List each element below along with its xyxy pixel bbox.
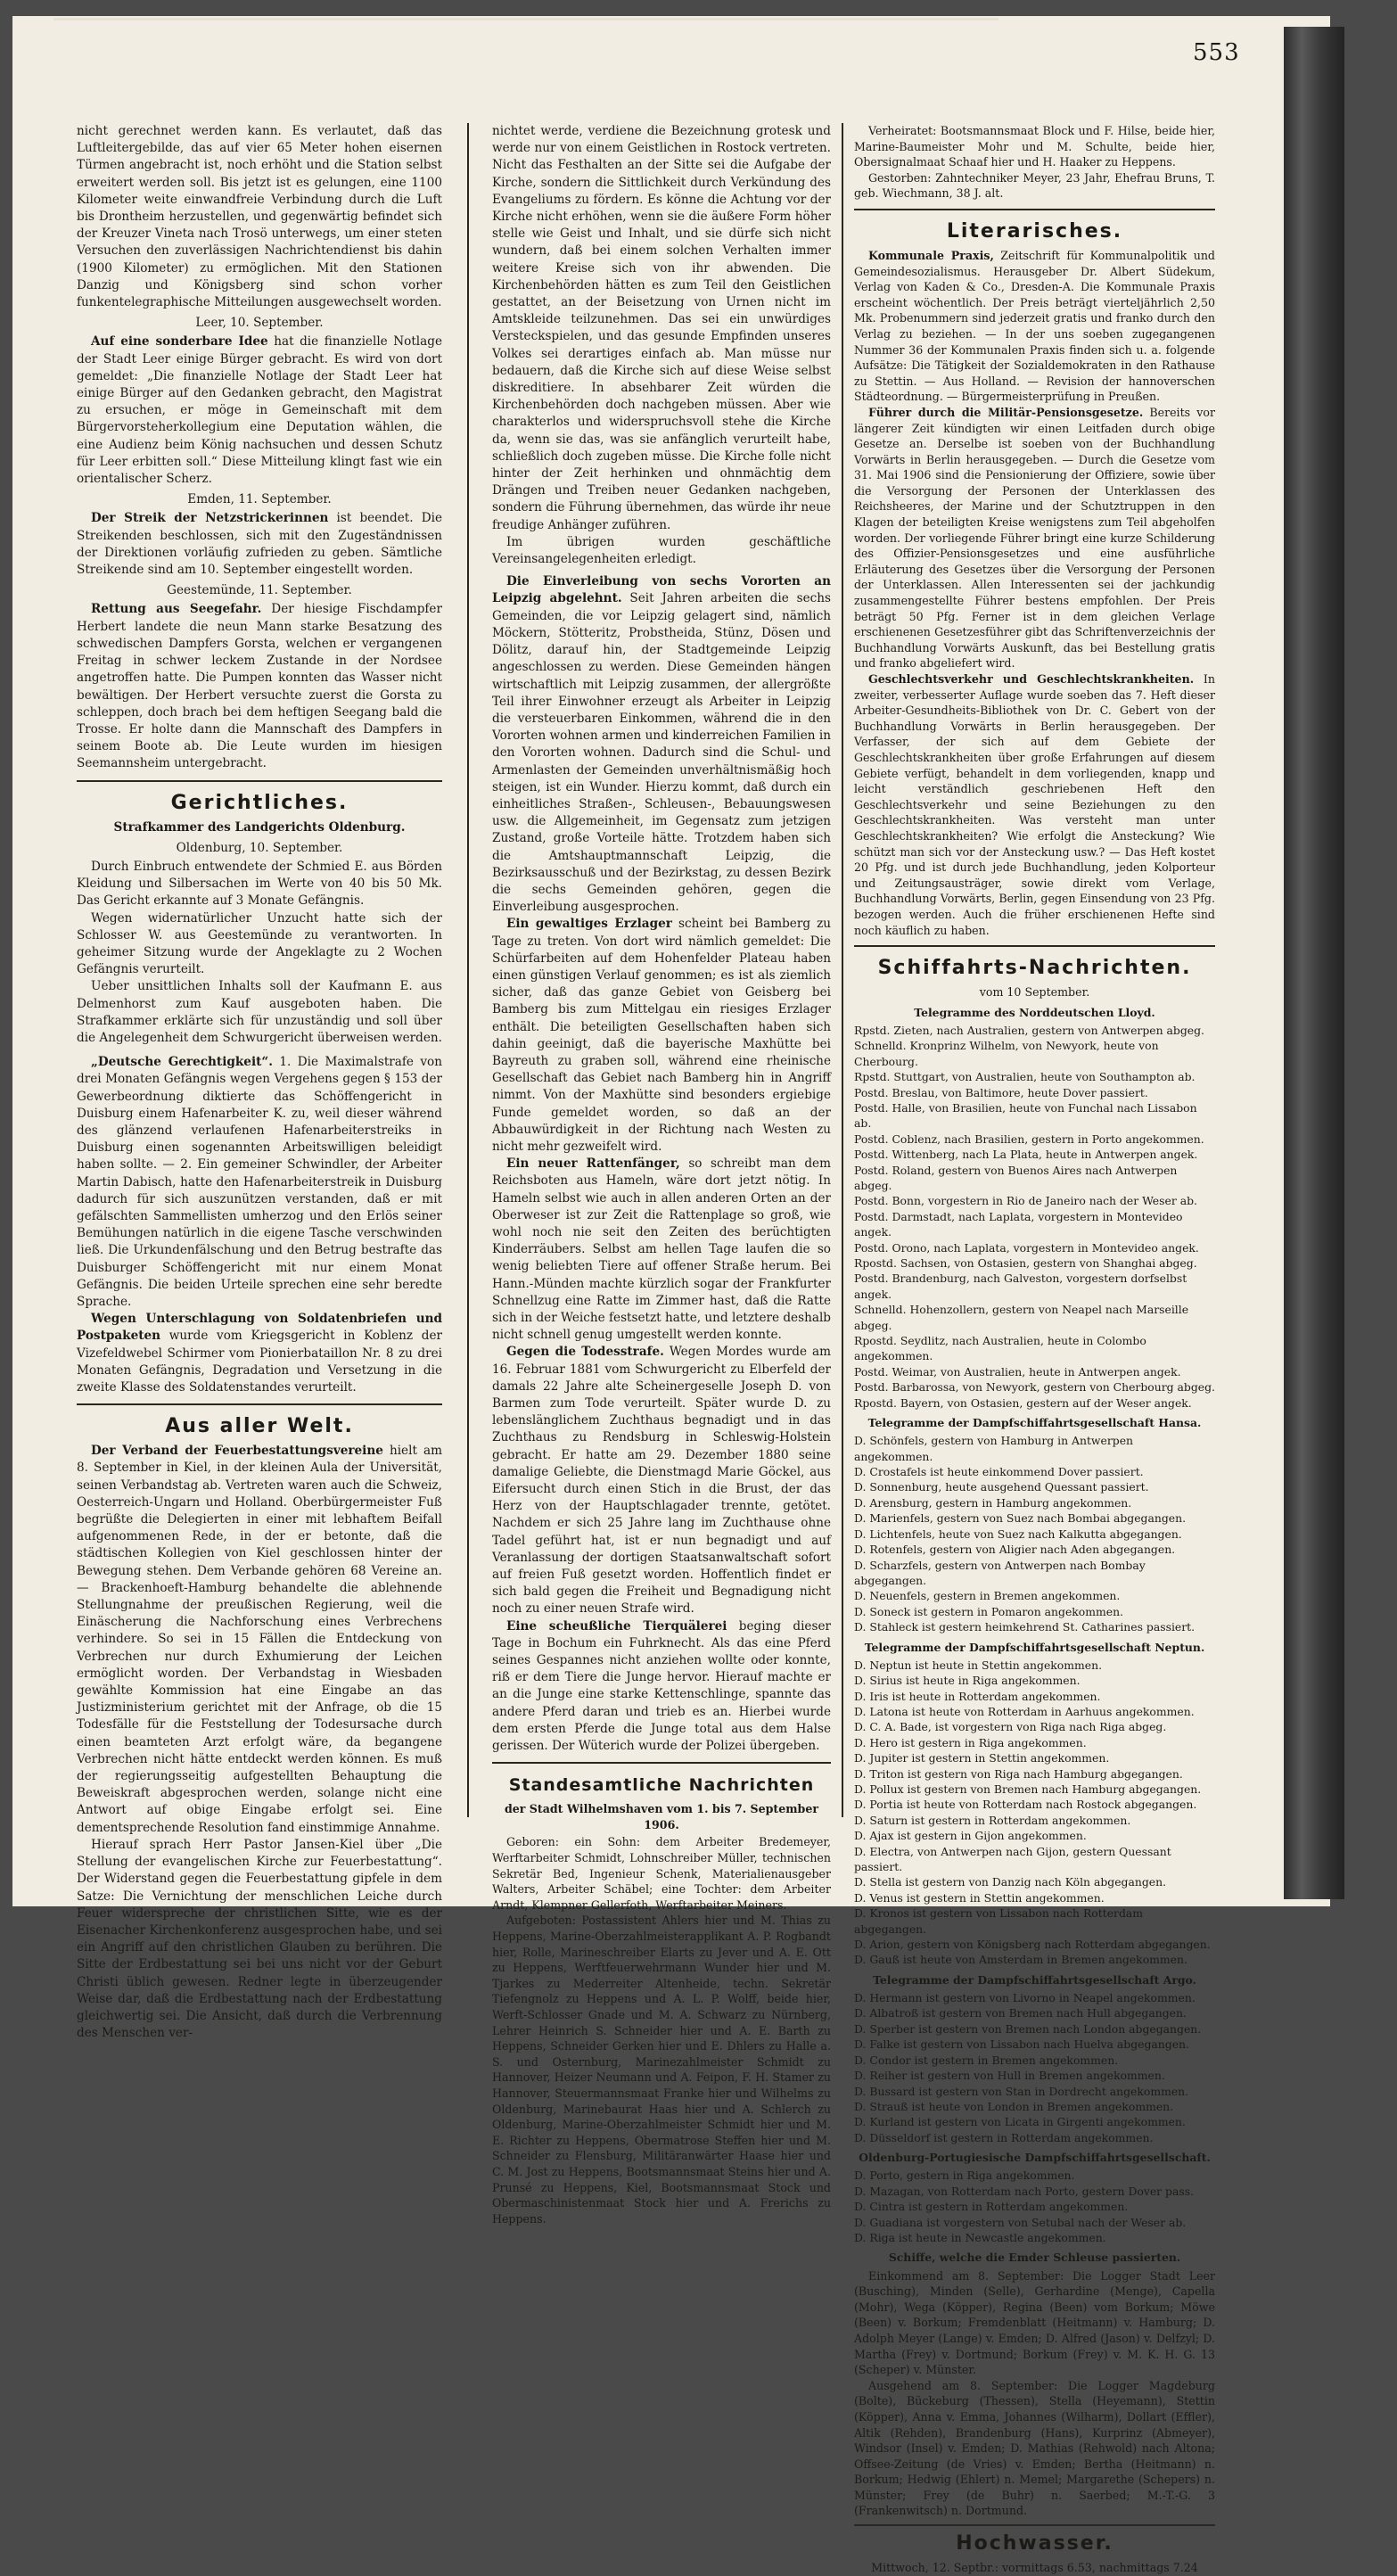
dateline: Geestemünde, 11. September. bbox=[167, 583, 352, 598]
ship-report: D. Latona ist heute von Rotterdam in Aarhuus angekommen. bbox=[854, 1704, 1195, 1718]
ship-list bbox=[854, 1990, 1215, 2145]
column-rule bbox=[467, 123, 469, 1817]
ship-report: D. Albatroß ist gestern von Bremen nach Hull abgegangen. bbox=[854, 2006, 1187, 2020]
article-paragraph: Durch Einbruch entwendete der Schmied E. aus Börden Kleidung und Silbersachen im Werte von 40 bis 50 Mk. Das Gericht erkannte auf 3 Monate Gefängnis. bbox=[77, 859, 442, 909]
ship-report: Rpostd. Seydlitz, nach Australien, heute in Colombo angekommen. bbox=[854, 1334, 1146, 1363]
article-paragraph bbox=[77, 601, 442, 772]
ship-report: D. Condor ist gestern in Bremen angekommen. bbox=[854, 2053, 1119, 2067]
ship-report: D. Strauß ist heute von London in Bremen angekommen. bbox=[854, 2099, 1174, 2113]
section-heading: Aus aller Welt. bbox=[165, 1415, 354, 1438]
section-rule bbox=[77, 1403, 442, 1405]
article-paragraph: Ueber unsittlichen Inhalts soll der Kaufmann E. aus Delmenhorst zum Kauf ausgeboten haben. Die Strafkammer erklärte sich für unzuständig und soll über die Angelegenheit dem Schwurgericht überweisen werden. bbox=[77, 979, 442, 1045]
article-lead: Eine scheußliche Tierquälerei bbox=[506, 1618, 727, 1634]
registry-marriages: Verheiratet: Bootsmannsmaat Block und F. Hilse, beide hier, Marine-Baumeister Mohr und M. Schulte, beide hier, Obersignalmaat Schaaf hier und H. Haaker zu Heppens. bbox=[854, 124, 1215, 169]
section-subheading: Strafkammer des Landgerichts Oldenburg. bbox=[113, 819, 406, 835]
high-water-section bbox=[854, 2524, 1215, 2576]
book-binding bbox=[1284, 27, 1344, 1899]
ship-report: D. Stella ist gestern von Danzig nach Köln abgegangen. bbox=[854, 1875, 1167, 1889]
article-lead: Führer durch die Militär-Pensionsgesetze. bbox=[868, 405, 1144, 419]
article-paragraph bbox=[492, 1156, 831, 1344]
ship-report: D. Falke ist gestern von Lissabon nach Huelva abgegangen. bbox=[854, 2037, 1189, 2052]
ship-report: Postd. Darmstadt, nach Laplata, vorgestern in Montevideo angek. bbox=[854, 1209, 1183, 1239]
ship-report: D. Saturn ist gestern in Rotterdam angekommen. bbox=[854, 1813, 1131, 1827]
ship-report: Rpstd. Zieten, nach Australien, gestern von Antwerpen abgeg. bbox=[854, 1023, 1204, 1037]
ship-report: D. Portia ist heute von Rotterdam nach Rostock abgegangen. bbox=[854, 1798, 1197, 1812]
article-text: In zweiter, verbesserter Auflage wurde soeben das 7. Heft dieser Arbeiter-Gesundheits-Bibliothek von Dr. C. Gebert von der Buchhandlung Vorwärts in Berlin herausgegeben. Der Verfasser, der sich auf dem Gebiete der Geschlechtskrankheiten über große Erfahrungen auf diesem Gebiete verfügt, behandelt in dem vorliegenden, knapp und leicht verständlich geschriebenen Heft den Geschlechtsverkehr und seine Beziehungen zu den Geschlechtskrankheiten. Was versteht man unter Geschlechtskrankheiten? Wie erfolgt die Ansteckung? Wie schützt man sich vor der Ansteckung usw.? — Das Heft kostet 20 Pfg. und ist durch jede Buchhandlung, jeden Kolporteur und Zeitungsausträger, sowie direkt vom Verlage, Buchhandlung Vorwärts, Berlin, gegen Einsendung von 23 Pfg. bezogen werden. Auch die früher erschienenen Hefte sind noch käuflich zu haben. bbox=[854, 672, 1216, 937]
ship-report: D. Gauß ist heute von Amsterdam in Bremen angekommen. bbox=[854, 1953, 1187, 1967]
ship-report: Postd. Breslau, von Baltimore, heute Dover passiert. bbox=[854, 1085, 1148, 1099]
section-rule bbox=[492, 1762, 831, 1764]
ship-report: D. Arensburg, gestern in Hamburg angekommen. bbox=[854, 1495, 1132, 1510]
ship-list bbox=[854, 2168, 1215, 2245]
article-lead: Ein gewaltiges Erzlager bbox=[506, 917, 672, 932]
article-paragraph: nicht gerechnet werden kann. Es verlautet, daß das Luftleitergebilde, das auf vier 65 Meter hohen eisernen Türmen angebracht ist, noch erhöht und die Station selbst erweitert werden soll. Bis jetzt ist es gelungen, eine 1100 Kilometer weite einwandfreie Verbindung durch die Luft bis Drontheim herzustellen, und gegenwärtig befindet sich der Kreuzer Vineta nach Trosö unterwegs, um einer steten Versuchen den zuverlässigen Nachrichtendienst bis dahin (1900 Kilometer) zu ermöglichen. Mit den Stationen Danzig und Königsberg sind schon vorher funkentelegraphische Mitteilungen ausgewechselt worden. bbox=[77, 124, 442, 310]
article-lead: Kommunale Praxis, bbox=[868, 248, 994, 262]
column-right bbox=[854, 123, 1216, 2575]
ship-report: D. Iris ist heute in Rotterdam angekommen. bbox=[854, 1689, 1101, 1703]
section-subheading: der Stadt Wilhelmshaven vom 1. bis 7. September 1906. bbox=[504, 1802, 819, 1831]
ship-report: D. Kronos ist gestern von Lissabon nach Rotterdam abgegangen. bbox=[854, 1906, 1144, 1936]
ship-report: D. Mazagan, von Rotterdam nach Porto, gestern Dover pass. bbox=[854, 2184, 1195, 2198]
article-lead: „Deutsche Gerechtigkeit“. bbox=[91, 1055, 273, 1070]
ship-report: D. Sperber ist gestern von Bremen nach London abgegangen. bbox=[854, 2021, 1202, 2036]
article-lead: Wegen Unterschlagung von Soldatenbriefen und Postpaketen bbox=[77, 1312, 442, 1344]
ship-report: D. Neptun ist heute in Stettin angekommen. bbox=[854, 1658, 1103, 1672]
article-lead: Die Einverleibung von sechs Vororten an Leipzig abgelehnt. bbox=[492, 574, 831, 606]
section-heading: Hochwasser. bbox=[956, 2532, 1113, 2555]
section-heading: Standesamtliche Nachrichten bbox=[508, 1775, 815, 1796]
article-paragraph: Wegen widernatürlicher Unzucht hatte sich der Schlosser W. aus Geestemünde zu verantworten. In geheimer Sitzung wurde der Angeklagte zu 2 Wochen Gefängnis verurteilt. bbox=[77, 910, 442, 977]
article-lead: Der Verband der Feuerbestattungsvereine bbox=[91, 1444, 383, 1459]
ship-report: Postd. Coblenz, nach Brasilien, gestern in Porto angekommen. bbox=[854, 1132, 1204, 1146]
ship-report: Postd. Weimar, von Australien, heute in Antwerpen angek. bbox=[854, 1364, 1181, 1379]
article-text: Zeitschrift für Kommunalpolitik und Gemeindesozialismus. Herausgeber Dr. Albert Südekum, Verlag von Kaden & Co., Dresden-A. Die Kommunale Praxis erscheint wöchentlich. Der Preis beträgt vierteljährlich 2,50 Mk. Probenummern sind jederzeit gratis und franko durch den Verlag zu beziehen. — In der uns soeben zugegangenen Nummer 36 der Kommunalen Praxis finden sich u. a. folgende Aufsätze: Die Tätigkeit der Sozialdemokraten in den Rathause zu Stettin. — Aus Holland. — Revision der hannoverschen Städteordnung. — Bürgermeisterprüfung in Preußen. bbox=[854, 248, 1215, 404]
article-paragraph bbox=[854, 405, 1215, 671]
ship-report: Rpstd. Stuttgart, von Australien, heute von Southampton ab. bbox=[854, 1070, 1196, 1084]
ship-report: D. Riga ist heute in Newcastle angekommen. bbox=[854, 2230, 1106, 2244]
ship-report: D. Bussard ist gestern von Stan in Dordrecht angekommen. bbox=[854, 2084, 1189, 2098]
ship-report: Postd. Brandenburg, nach Galveston, vorgestern dorfselbst angek. bbox=[854, 1272, 1187, 1301]
article-paragraph bbox=[492, 916, 831, 1156]
article-text: Bereits vor längerer Zeit kündigten wir einen Leitfaden durch obige Gesetze an. Derselbe ist soeben von der Buchhandlung Vorwärts in Berlin herausgegeben. — Durch die Gesetze vom 31. Mai 1906 sind die Pensionierung der Offiziere, sowie über die Versorgung der Personen der Unterklassen des Reichsheeres, der Marine und der Schutztruppen in den Klagen der beteiligten Kreise wenigstens zum Teil abgeholfen worden. Der vorliegende Führer bringt eine kurze Schilderung des Offizier-Pensionsgesetzes und eine ausführliche Erläuterung des Gesetzes über die Versorgung der Personen der Unterklassen. Allen Interessenten sei der jachkundig zusammengestellte Führer bestens empfohlen. Der Preis beträgt 50 Pfg. Ferner ist in dem gleichen Verlage erschienenen Gesetzesführer gibt das Schriftenverzeichnis der Buchhandlung Vorwärts Auskunft, das bei Bestellung gratis und franko abgeliefert wird. bbox=[854, 405, 1215, 671]
article-paragraph bbox=[492, 1344, 831, 1617]
article-paragraph: nichtet werde, verdiene die Bezeichnung grotesk und werde nur von einem Geistlichen in Rostock vertreten. Nicht das Festhalten an der Sitte sei die Aufgabe der Kirche, sondern die Sittlichkeit durch Verkündung des Evangeliums zu fördern. Es könne die Achtung vor der Kirche nicht erhöhen, wenn sie die äußere Form höher stelle wie Geist und Inhalt, und sie dürfe sich nicht wundern, daß bei einem solchen Verhalten immer weitere Kreise sich von ihr abwenden. Die Kirchenbehörden hätten es zum Teil den Geistlichen gestattet, an der Beisetzung von Urnen nicht im Amtskleide teilzunehmen. Das sei ein unwürdiges Versteckspielen, und das gesunde Empfinden unseres Volkes sei derartiges einfach ab. Man müsse nur bedauern, daß die Kirche sich auf diese Weise selbst diskreditiere. In absehbarer Zeit würden die Kirchenbehörden doch nachgeben müssen. Aber wie charakterlos und widerspruchsvoll stehe die Kirche da, wenn sie das, was sie anfänglich verurteilt habe, schließlich doch zugeben müsse. Die Kirche folle nicht hinter der Zeit herhinken und ohnmächtig dem Drängen und Treiben neuer Gedanken nachgeben, sondern die Führung übernehmen, das würde ihr neue freudige Anhänger zuführen. bbox=[492, 124, 831, 532]
column-middle bbox=[492, 123, 832, 2226]
registry-banns: Aufgeboten: Postassistent Ahlers hier und M. Thias zu Heppens, Marine-Oberzahlmeisterapplikant A. P. Rogbandt hier, Rolle, Marineschreiber Elarts zu Jever und A. E. Ott zu Heppens, Werftfeuerwehrmann Wunder hier und M. Tjarkes zu Mederreiter Altenheide, techn. Sekretär Tiefengnolz zu Heppens und A. L. P. Wolff, beide hier, Werft-Schlosser Gnade und M. A. Schwarz zu Nürnberg, Lehrer Heinrich S. Schneider hier und A. E. Barth zu Heppens, Schneider Gerken hier und E. Dhlers zu Halle a. S. und Osternburg, Marinezahlmeister Schmidt zu Hannover, Heizer Neumann und A. Feipon, F. H. Stamer zu Hannover, Steuermannsmaat Franke hier und Wilhelms zu Oldenburg, Marinebaurat Haas hier und A. Schlerch zu Oldenburg, Marine-Oberzahlmeister Schmidt hier und M. E. Richter zu Heppens, Obermatrose Steffen hier und M. Schneider zu Flensburg, Militäranwärter Haase hier und C. M. Jost zu Heppens, Bootsmannsmaat Steins hier und A. Prunsé zu Heppens, Kiel, Bootsmannsmaat Stock und Obermaschinistenmaat Stock hier und A. Frerichs zu Heppens. bbox=[492, 1913, 831, 2226]
ship-report: D. Cintra ist gestern in Rotterdam angekommen. bbox=[854, 2200, 1129, 2214]
article-text: hat die finanzielle Notlage der Stadt Leer einige Bürger gebracht. Es wird von dort gemeldet: „Die finanzielle Notlage der Stadt Leer hat einige Bürger auf den Gedanken gebracht, den Magistrat zu ersuchen, er möge in Gemeinschaft mit dem Bürgervorsteherkollegium eine Deputation wählen, die eine Audienz beim König nachsuchen und dessen Schutz für Leer erbitten soll.“ Diese Mitteilung klingt fast wie ein orientalischer Scherz. bbox=[77, 334, 443, 487]
ship-report: Postd. Bonn, vorgestern in Rio de Janeiro nach der Weser ab. bbox=[854, 1194, 1197, 1208]
article-paragraph: Hierauf sprach Herr Pastor Jansen-Kiel über „Die Stellung der evangelischen Kirche zur Feuerbestattung“. Der Widerstand gegen die Feuerbestattung gipfele in dem Satze: Die Vernichtung der menschlichen Leiche durch Feuer widerspreche der christlichen Sitte, wie es der Eisenacher Kirchenkonferenz ausgesprochen habe, und sei ein Angriff auf den christlichen Glauben zu berühren. Die Sitte der Erdbestattung sei bei uns nicht vor der Geburt Christi üblich gewesen. Redner legte in überzeugender Weise dar, daß die Erdbestattung nach der Erdbestattung gleichwertig sei. Die Ansicht, daß durch die Verbrennung des Menschen ver- bbox=[77, 1837, 442, 2041]
section-rule bbox=[854, 945, 1215, 947]
article-lead: Ein neuer Rattenfänger, bbox=[506, 1156, 680, 1172]
telegram-heading: Telegramme der Dampfschiffahrtsgesellschaft Neptun. bbox=[864, 1640, 1205, 1654]
ship-report: D. Arion, gestern von Königsberg nach Rotterdam abgegangen. bbox=[854, 1938, 1211, 1952]
registry-deaths: Gestorben: Zahntechniker Meyer, 23 Jahr, Ehefrau Bruns, T. geb. Wiechmann, 38 J. alt. bbox=[854, 170, 1215, 201]
article-text: 1. Die Maximalstrafe von drei Monaten Gefängnis wegen Vergehens gegen § 153 der Gewerbeordnung diktierte das Schöffengericht in Duisburg einem Hafenarbeiter K. zu, weil dieser während des glänzend verlaufenen Hafenarbeiterstreiks in Duisburg einen sogenannten Arbeitswilligen beleidigt haben sollte. — 2. Ein gemeiner Schwindler, der Arbeiter Martin Dabisch, hatte den Hafenarbeiterstreik in Duisburg dadurch für sich auszunützen verstanden, daß er mit gefälschten Sammellisten umherzog und den Erlös seiner Bemühungen natürlich in die eigene Tasche verschwinden ließ. Die Urkundenfälschung und den Betrug bestrafte das Duisburger Schöffengericht mit nur einem Monat Gefängnis. Die beiden Urteile sprechen eine sehr beredte Sprache. bbox=[77, 1055, 442, 1309]
article-paragraph bbox=[492, 573, 831, 916]
ship-report: D. Hermann ist gestern von Livorno in Neapel angekommen. bbox=[854, 1991, 1196, 2005]
ship-report: D. Stahleck ist gestern heimkehrend St. Catharines passiert. bbox=[854, 1620, 1196, 1634]
page-number: 553 bbox=[1193, 39, 1240, 66]
ship-report: D. Guadiana ist vorgestern von Setubal nach der Weser ab. bbox=[854, 2215, 1187, 2229]
ship-report: D. C. A. Bade, ist vorgestern von Riga nach Riga abgeg. bbox=[854, 1720, 1167, 1734]
ship-report: D. Venus ist gestern in Stettin angekommen. bbox=[854, 1890, 1105, 1905]
article-paragraph bbox=[854, 248, 1215, 405]
section-heading: Gerichtliches. bbox=[170, 791, 349, 814]
article-paragraph bbox=[77, 1054, 442, 1311]
ship-report: D. Neuenfels, gestern in Bremen angekommen. bbox=[854, 1589, 1121, 1603]
column-left bbox=[77, 123, 443, 2041]
article-text: hielt am 8. September in Kiel, in der kleinen Aula der Universität, seinen Verbandstag ab. Vertreten waren auch die Schweiz, Oesterreich-Ungarn und Holland. Oberbürgermeister Fuß begrüßte die Delegierten in einer mit lebhaftem Beifall aufgenommenen Rede, in der er betonte, daß die städtischen Kollegien von Kiel geschlossen hinter der Bewegung stehen. Dem Verbande gehören 68 Vereine an. — Brackenhoeft-Hamburg behandelte die ablehnende Stellungnahme der preußischen Regierung, weil die Einäscherung die Nachforschung eines Verbrechens verhindere. So sei in 15 Fällen die Entdeckung von Verbrechen nur durch Exhumierung der Leichen ermöglicht worden. Der Verbandstag in Wiesbaden gewählte Kommission hat eine Eingabe an das Justizministerium gerichtet mit der Anfrage, ob die 15 Todesfälle für die Feststellung der Todesursache durch einen beamteten Arzt erfolgt wäre, da begangene Verbrechen nicht hätte entdeckt werden können. Es muß der regierungsseitig aufgestellten Behauptung die Beweiskraft abgesprochen werden, solange nicht eine Antwort auf obige Eingabe erfolgt sei. Eine dementsprechende Resolution fand einstimmige Annahme. bbox=[77, 1444, 442, 1835]
ship-report: Rpostd. Bayern, von Ostasien, gestern auf der Weser angek. bbox=[854, 1395, 1192, 1410]
ship-report: D. Porto, gestern in Riga angekommen. bbox=[854, 2169, 1075, 2183]
ship-report: Postd. Barbarossa, von Newyork, gestern von Cherbourg abgeg. bbox=[854, 1380, 1215, 1395]
ship-report: D. Ajax ist gestern in Gijon angekommen. bbox=[854, 1829, 1087, 1843]
article-paragraph bbox=[77, 1311, 442, 1396]
article-text: scheint bei Bamberg zu Tage zu treten. Von dort wird nämlich gemeldet: Die Schürfarbeiten auf dem Hohenfelder Plateau haben einen günstigen Verlauf genommen; es ist als ziemlich sicher, daß das ganze Gebiet von Geisberg bei Bamberg bis zum Mittelgau ein riesiges Erzlager enthält. Die beteiligten Gesellschaften haben sich dahin geeinigt, daß die bayerische Maxhütte bei Bayreuth zu graben soll, während eine rheinische Gesellschaft das Gebiet nach Bamberg hin in Angriff nimmt. Von der Maxhütte sind besonders ergiebige Funde gemeldet worden, so daß an der Abbauwürdigkeit in der Richtung nach Westen zu nicht mehr gezweifelt wird. bbox=[492, 917, 832, 1154]
lock-passage-outgoing: Ausgehend am 8. September: Die Logger Magdeburg (Bolte), Bückeburg (Thessen), Stella (Heyemann), Stettin (Köpper), Anna v. Emma, Johannes (Wilharm), Dollart (Effler), Altik (Rehden), Brandenburg (Hans), Kurprinz (Abmeyer), Windsor (Insel) v. Emden; D. Mathias (Rehwold) nach Altona; Offsee-Zeitung (de Vries) v. Emden; Bertha (Heitmann) n. Borkum; Hedwig (Ehlert) n. Memel; Margarethe (Schepers) n. Münster; Frey (de Buhr) n. Saerbed; M.-T.-G. 3 (Frankenwitsch) n. Dortmund. bbox=[854, 2378, 1215, 2518]
ship-report: D. Crostafels ist heute einkommend Dover passiert. bbox=[854, 1465, 1144, 1479]
article-text: so schreibt man dem Reichsboten aus Hameln, wäre dort jetzt nötig. In Hameln selbst wie auch in allen anderen Orten an der Oberweser ist zur Zeit die Rattenplage so groß, wie wohl noch nie seit den Zeiten des berüchtigten Kinderräubers. Selbst am hellen Tage laufen die so wenig beliebten Tiere auf offener Straße herum. Bei Hann.-Münden machte kürzlich sogar der Frankfurter Schnellzug eine Ratte im Zimmer hast, daß die Ratte sich in der Weiche festsetzt hatte, und letztere deshalb nicht schnell genug umgestellt werden konnte. bbox=[492, 1156, 831, 1343]
article-text: beging dieser Tage in Bochum ein Fuhrknecht. Als das eine Pferd seines Gespannes nicht anziehen wollte oder konnte, riß er dem Tiere die Junge hervor. Hierauf machte er an die Junge eine starke Kettenschlinge, spannte das andere Pferd daran und trieb es an. Hierbei wurde dem ersten Pferde die Junge total aus dem Halse gerissen. Der Wüterich wurde der Polizei übergeben. bbox=[492, 1618, 831, 1754]
ship-list bbox=[854, 1433, 1215, 1634]
article-paragraph bbox=[854, 671, 1215, 938]
ship-report: D. Lichtenfels, heute von Suez nach Kalkutta abgegangen. bbox=[854, 1527, 1182, 1541]
ship-report: D. Electra, von Antwerpen nach Gijon, gestern Quessant passiert. bbox=[854, 1844, 1171, 1874]
ship-report: Schnelld. Kronprinz Wilhelm, von Newyork, heute von Cherbourg. bbox=[854, 1039, 1159, 1068]
ship-report: Postd. Roland, gestern von Buenos Aires nach Antwerpen abgeg. bbox=[854, 1163, 1178, 1192]
article-paragraph bbox=[77, 510, 442, 579]
ship-report: D. Sonnenburg, heute ausgehend Quessant passiert. bbox=[854, 1480, 1149, 1494]
dateline: vom 10 September. bbox=[979, 985, 1090, 1000]
ship-report: Rpostd. Sachsen, von Ostasien, gestern von Shanghai abgeg. bbox=[854, 1255, 1197, 1270]
ship-report: Schnelld. Hohenzollern, gestern von Neapel nach Marseille abgeg. bbox=[854, 1303, 1189, 1332]
ship-report: D. Scharzfels, gestern von Antwerpen nach Bombay abgegangen. bbox=[854, 1558, 1146, 1587]
article-lead: Geschlechtsverkehr und Geschlechtskrankheiten. bbox=[868, 672, 1195, 686]
lock-passage-incoming: Einkommend am 8. September: Die Logger Stadt Leer (Busching), Minden (Selle), Gerhardine (Menge), Capella (Mohr), Wega (Köpper), Regina (Been) vom Borkum; Möwe (Been) v. Borkum; Fremdenblatt (Heitmann) v. Hamburg; D. Adolph Meyer (Lange) v. Emden; D. Alfred (Jason) v. Delfzyl; D. Martha (Frey) v. Dortmund; Borkum (Frey) v. M. K. H. G. 13 (Scheper) v. Münster. bbox=[854, 2268, 1215, 2377]
section-rule bbox=[854, 209, 1215, 210]
ship-report: D. Düsseldorf ist gestern in Rotterdam angekommen. bbox=[854, 2130, 1154, 2144]
article-paragraph bbox=[77, 333, 442, 488]
article-text: Seit Jahren arbeiten die sechs Gemeinden, die vor Leipzig gelagert sind, nämlich Möckern, Stötteritz, Probstheida, Stünz, Dösen und Dölitz, darauf hin, der Stadtgemeinde Leipzig angeschlossen zu werden. Diese Gemeinden hängen wirtschaftlich mit Leipzig zusammen, der allergrößte Teil ihrer Einwohner erzeugt als Arbeiter in Leipzig die versteuerbaren Einkommen, während die in den Vororten wohnen armen und kinderreichen Familien in den Vororten wohnen. Dadurch sind die Schul- und Armenlasten der Gemeinden unverhältnismäßig hoch steigen, ist ein Wunder. Hierzu kommt, daß durch ein einheitliches Straßen-, Schleusen-, Bebauungswesen usw. die Allgemeinheit, im Gegensatz zum jetzigen Zustand, große Vorteile hätte. Trotzdem haben sich die Amtshauptmannschaft Leipzig, die Bezirksausschuß und der Bezirkstag, zu dessen Bezirk die sechs Gemeinden gehören, gegen die Einverleibung ausgesprochen. bbox=[492, 591, 831, 915]
telegram-heading: Telegramme des Norddeutschen Lloyd. bbox=[914, 1005, 1155, 1019]
ship-report: Postd. Halle, von Brasilien, heute von Funchal nach Lissabon ab. bbox=[854, 1100, 1197, 1131]
article-lead: Gegen die Todesstrafe. bbox=[506, 1345, 664, 1360]
ship-report: Postd. Wittenberg, nach La Plata, heute in Antwerpen angek. bbox=[854, 1148, 1198, 1162]
ship-report: D. Kurland ist gestern von Licata in Girgenti angekommen. bbox=[854, 2115, 1186, 2129]
telegram-heading: Oldenburg-Portugiesische Dampfschiffahrtsgesellschaft. bbox=[859, 2151, 1211, 2165]
article-paragraph bbox=[77, 1443, 442, 1837]
high-water-times: Mittwoch, 12. Septbr.: vormittags 6.53, nachmittags 7.24 bbox=[871, 2561, 1198, 2575]
ship-report: D. Schönfels, gestern von Hamburg in Antwerpen angekommen. bbox=[854, 1434, 1134, 1463]
page-edge bbox=[53, 18, 998, 21]
article-paragraph: Im übrigen wurden geschäftliche Vereinsangelegenheiten erledigt. bbox=[492, 534, 831, 567]
ship-list bbox=[854, 1658, 1215, 1968]
ship-list bbox=[854, 1023, 1215, 1411]
article-paragraph bbox=[492, 1618, 831, 1756]
telegram-heading: Telegramme der Dampfschiffahrtsgesellschaft Hansa. bbox=[867, 1416, 1202, 1430]
article-text: Wegen Mordes wurde am 16. Februar 1881 vom Schwurgericht zu Elberfeld der damals 22 Jahre alte Scheinergeselle Joseph D. von Barmen zum Tode verurteilt. Später wurde D. zu lebenslänglichem Zuchthaus begnadigt und in das Zuchthaus zu Rendsburg in Schleswig-Holstein gebracht. Er hatte am 29. Dezember 1880 seine damalige Geliebte, die Dienstmagd Marie Göckel, aus Eifersucht durch einen Stich in die Brust, der das Herz von der Hauptschlagader trennte, getötet. Nachdem er sich 25 Jahre lang im Zuchthause ohne Tadel geführt hat, ist er nun begnadigt und auf Veranlassung der dortigen Staatsanwaltschaft sofort auf freien Fuß gesetzt worden. Hoffentlich findet er sich bald gegen die Freiheit und Begnadigung nicht noch zu einer neuen Strafe wird. bbox=[492, 1345, 831, 1617]
ship-report: Postd. Orono, nach Laplata, vorgestern in Montevideo angek. bbox=[854, 1240, 1199, 1255]
dateline: Emden, 11. September. bbox=[187, 492, 332, 507]
article-text: Der hiesige Fischdampfer Herbert landete die neun Mann starke Besatzung des schwedischen Dampfers Gorsta, welchen er vergangenen Freitag in schwer leckem Zustande in der Nordsee angetroffen hatte. Die Pumpen konnten das Wasser nicht bewältigen. Der Herbert versuchte zuerst die Gorsta zu schleppen, doch brach bei dem heftigen Seegang bald die Trosse. Er holte dann die Mannschaft des Dampfers in seinem Boote ab. Die Leute wurden im hiesigen Seemannsheim untergebracht. bbox=[77, 602, 442, 771]
dateline: Leer, 10. September. bbox=[195, 316, 324, 331]
dateline: Oldenburg, 10. September. bbox=[176, 840, 343, 855]
article-lead: Der Streik der Netzstrickerinnen bbox=[91, 511, 329, 526]
registry-births: Geboren: ein Sohn: dem Arbeiter Bredemeyer, Werftarbeiter Schmidt, Lohnschreiber Müller, technischen Sekretär Bed, Ingenieur Schenk, Materialienausgeber Walters, Arbeiter Schäbel; eine Tochter: dem Arbeiter Arndt, Klempner Gellerfoth, Werftarbeiter Meiners. bbox=[492, 1835, 831, 1912]
telegram-heading: Telegramme der Dampfschiffahrtsgesellschaft Argo. bbox=[873, 1972, 1196, 1987]
ship-report: D. Pollux ist gestern von Bremen nach Hamburg abgegangen. bbox=[854, 1782, 1202, 1796]
ship-report: D. Marienfels, gestern von Suez nach Bombai abgegangen. bbox=[854, 1511, 1187, 1526]
telegram-heading: Schiffe, welche die Emder Schleuse passierten. bbox=[888, 2251, 1181, 2265]
ship-report: D. Triton ist gestern von Riga nach Hamburg abgegangen. bbox=[854, 1766, 1183, 1781]
section-heading: Literarisches. bbox=[946, 219, 1123, 243]
ship-report: D. Reiher ist gestern von Hull in Bremen angekommen. bbox=[854, 2069, 1165, 2083]
section-heading: Schiffahrts-Nachrichten. bbox=[877, 957, 1192, 980]
ship-report: D. Soneck ist gestern in Pomaron angekommen. bbox=[854, 1604, 1123, 1618]
ship-report: D. Hero ist gestern in Riga angekommen. bbox=[854, 1735, 1087, 1749]
ship-report: D. Jupiter ist gestern in Stettin angekommen. bbox=[854, 1751, 1110, 1765]
article-text: wurde vom Kriegsgericht in Koblenz der Vizefeldwebel Schirmer vom Pionierbataillon Nr. 8 zu drei Monaten Gefängnis, Degradation und Versetzung in die zweite Klasse des Soldatenstandes verurteilt. bbox=[77, 1329, 442, 1395]
article-lead: Auf eine sonderbare Idee bbox=[91, 334, 268, 350]
article-text: ist beendet. Die Streikenden beschlossen, sich mit den Zugeständnissen der Direktionen vorläufig zufrieden zu geben. Sämtliche Streikende sind am 10. September eingestellt worden. bbox=[77, 511, 442, 578]
section-rule bbox=[77, 780, 442, 782]
ship-report: D. Sirius ist heute in Riga angekommen. bbox=[854, 1674, 1081, 1688]
column-rule bbox=[842, 123, 843, 1817]
ship-report: D. Rotenfels, gestern von Aligier nach Aden abgegangen. bbox=[854, 1543, 1176, 1557]
article-lead: Rettung aus Seegefahr. bbox=[91, 602, 262, 617]
